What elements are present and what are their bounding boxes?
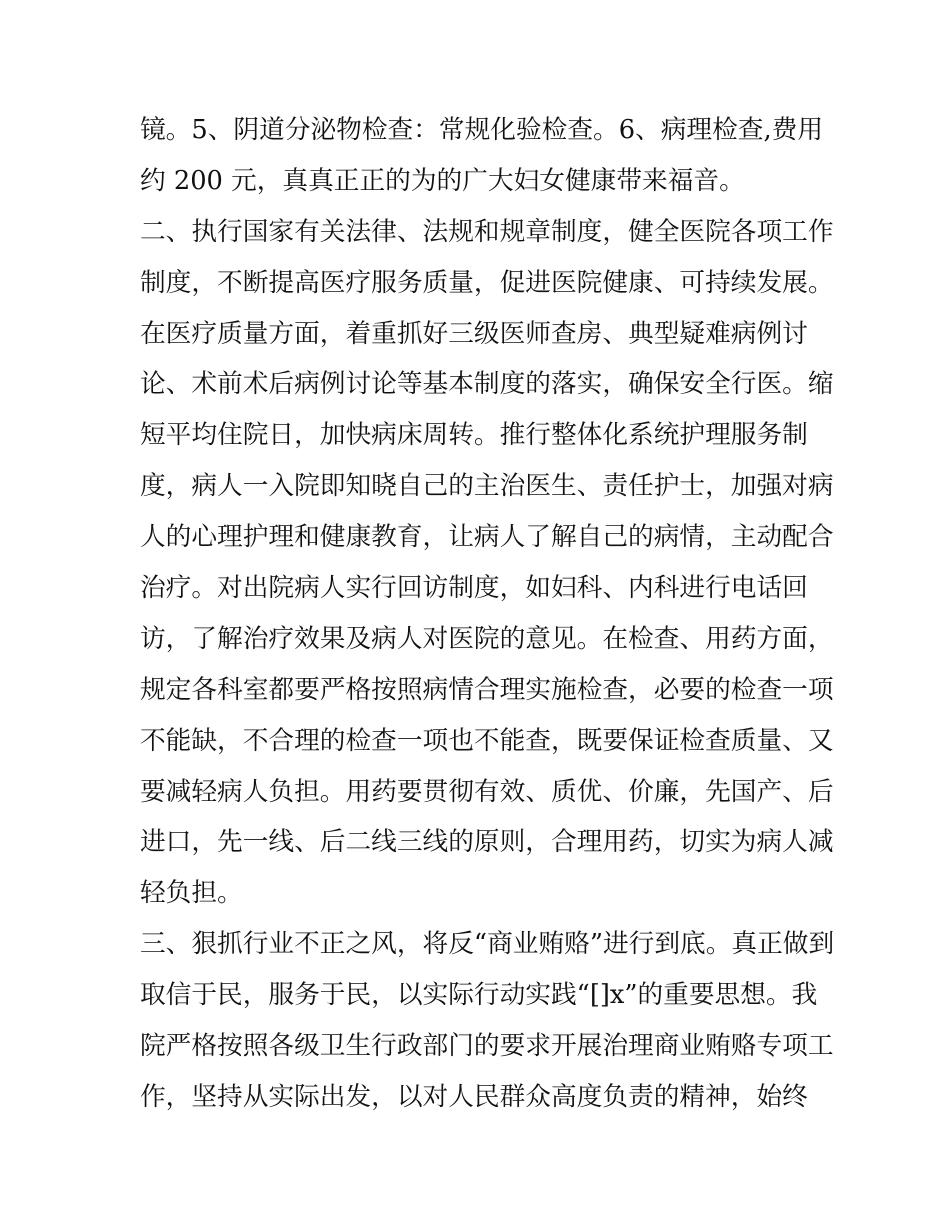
text-line: 访，了解治疗效果及病人对医院的意见。在检查、用药方面， xyxy=(140,623,834,654)
text-line: 镜。5、阴道分泌物检查：常规化验检查。6、病理检查,费用 xyxy=(140,115,824,145)
text-line: 论、术前术后病例讨论等基本制度的落实，确保安全行医。缩 xyxy=(140,369,834,400)
text-line: 轻负担。 xyxy=(140,878,243,909)
text-line: 三、狠抓行业不正之风，将反“商业贿赂”进行到底。真正做到 xyxy=(140,929,835,960)
text-line: 取信于民，服务于民，以实际行动实践“[]x”的重要思想。我 xyxy=(140,980,818,1011)
text-line: 制度，不断提高医疗服务质量，促进医院健康、可持续发展。 xyxy=(140,267,834,298)
text-line: 度，病人一入院即知晓自己的主治医生、责任护士，加强对病 xyxy=(140,471,834,502)
text-line: 治疗。对出院病人实行回访制度，如妇科、内科进行电话回 xyxy=(140,573,808,604)
text-line: 约 200 元，真真正正的为的广大妇女健康带来福音。 xyxy=(140,165,745,196)
text-line: 院严格按照各级卫生行政部门的要求开展治理商业贿赂专项工 xyxy=(140,1031,834,1062)
body-text xyxy=(140,105,835,1123)
text-line: 进口，先一线、后二线三线的原则，合理用药，切实为病人减 xyxy=(140,827,834,858)
text-line: 在医疗质量方面，着重抓好三级医师查房、典型疑难病例讨 xyxy=(140,318,808,349)
text-line: 作，坚持从实际出发，以对人民群众高度负责的精神，始终 xyxy=(140,1081,808,1112)
text-line: 短平均住院日，加快病床周转。推行整体化系统护理服务制 xyxy=(140,420,808,451)
text-line: 不能缺，不合理的检查一项也不能查，既要保证检查质量、又 xyxy=(140,725,834,756)
text-line: 人的心理护理和健康教育，让病人了解自己的病情，主动配合 xyxy=(140,522,834,553)
text-line: 规定各科室都要严格按照病情合理实施检查，必要的检查一项 xyxy=(140,674,834,705)
text-line: 二、执行国家有关法律、法规和规章制度，健全医院各项工作 xyxy=(140,216,834,247)
text-line: 要减轻病人负担。用药要贯彻有效、质优、价廉，先国产、后 xyxy=(140,776,834,807)
